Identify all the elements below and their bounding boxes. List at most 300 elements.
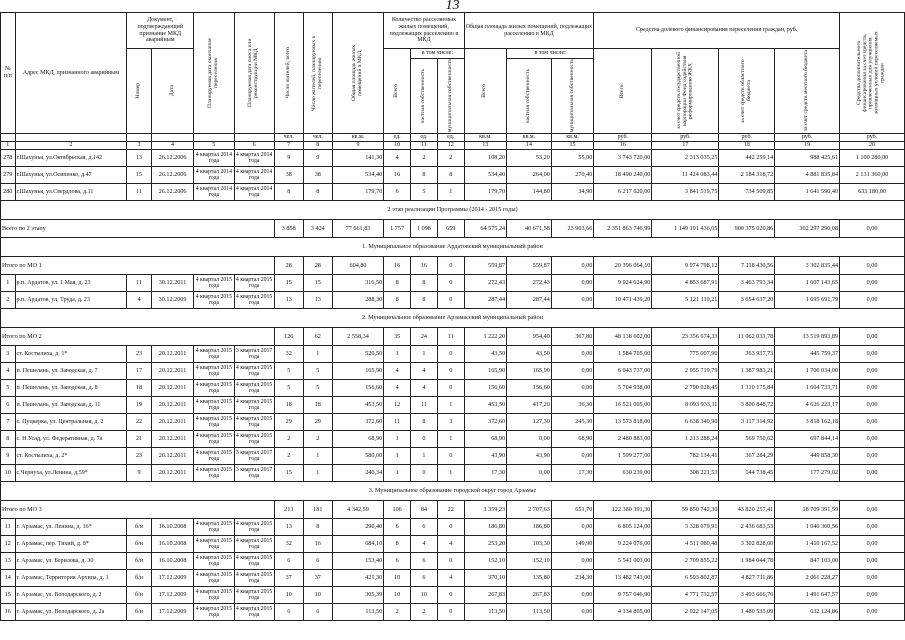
table-cell: 0 <box>411 431 438 448</box>
table-cell: 0 <box>437 363 464 380</box>
table-cell: 1 695 691,79 <box>775 292 840 309</box>
column-number-cell: 1 <box>1 142 16 150</box>
summary-cell: 23 356 674,33 <box>652 328 719 346</box>
table-cell: 15 <box>1 587 16 604</box>
column-number-cell: 5 <box>194 142 234 150</box>
table-cell: 0,00 <box>840 431 905 448</box>
table-cell: 15 <box>274 465 303 482</box>
table-cell: 4 <box>437 536 464 553</box>
table-body <box>1 150 905 621</box>
table-cell: 1 984 044,78 <box>719 553 775 570</box>
unit-cell: руб. <box>840 134 905 142</box>
summary-cell: 604,80 <box>332 257 383 275</box>
col-rooms-incl-header: в том числе: <box>411 49 465 59</box>
table-cell: 1 <box>411 448 438 465</box>
table-cell: 20.12.2011 <box>151 397 193 414</box>
summary-cell: 302 297 290,08 <box>775 220 840 238</box>
table-cell: 13 <box>1 553 16 570</box>
table-cell: 26.12.2006 <box>151 150 193 167</box>
table-cell: 0,00 <box>551 587 593 604</box>
table-cell: 2 955 719,79 <box>652 363 719 380</box>
summary-cell: 23 903,66 <box>551 220 593 238</box>
table-cell: 782 134,41 <box>652 448 719 465</box>
col-demolish-end-header: Планируемая дата сноса или реконструкции МКД <box>234 13 274 134</box>
table-cell: 4 134 805,00 <box>594 604 652 621</box>
table-cell: 4 квартал 2015 года <box>194 587 234 604</box>
table-cell: 4 <box>411 536 438 553</box>
unit-cell: ед. <box>384 134 411 142</box>
table-cell: б/н <box>127 604 152 621</box>
col-fin-local-header: за счет средств местного бюджета <box>775 49 840 134</box>
table-cell: 632 124,86 <box>775 604 840 621</box>
summary-cell: 367,80 <box>551 328 593 346</box>
unit-cell <box>127 134 152 142</box>
table-cell: 445 759,37 <box>775 346 840 363</box>
table-row <box>1 519 905 536</box>
summary-cell: 1 149 191 436,05 <box>652 220 719 238</box>
summary-cell: 48 138 602,00 <box>594 328 652 346</box>
table-cell: 417,20 <box>507 397 552 414</box>
table-cell: 2 790 028,45 <box>652 380 719 397</box>
table-cell: 2 022 147,05 <box>652 604 719 621</box>
table-cell: 2 <box>1 292 16 309</box>
table-cell: 152,10 <box>507 553 552 570</box>
table-cell: 4 квартал 2015 года <box>194 519 234 536</box>
table-cell: 165,90 <box>332 363 383 380</box>
table-cell: 16 <box>303 536 332 553</box>
table-cell: 3 квартал 2017 года <box>234 448 274 465</box>
table-cell: 0 <box>437 380 464 397</box>
table-cell: 6 <box>274 604 303 621</box>
table-cell: 4 квартал 2015 года <box>234 519 274 536</box>
table-cell: 19 <box>127 397 152 414</box>
table-cell: 144,80 <box>507 184 552 201</box>
table-cell: 1 213 288,24 <box>652 431 719 448</box>
unit-cell: кв.м. <box>332 134 383 142</box>
table-cell: 2 <box>384 604 411 621</box>
table-cell: 43,50 <box>464 346 506 363</box>
table-cell: 0,00 <box>551 553 593 570</box>
table-cell: 1 480 533,09 <box>719 604 775 621</box>
table-cell: 267,83 <box>507 587 552 604</box>
summary-cell: 559,87 <box>507 257 552 275</box>
table-cell: 734 509,85 <box>719 184 775 201</box>
table-cell: 684,10 <box>332 536 383 553</box>
table-cell: 8 <box>303 519 332 536</box>
column-number-cell: 14 <box>507 142 552 150</box>
table-cell: 1 607 143,65 <box>775 275 840 292</box>
summary-cell: 62 <box>303 328 332 346</box>
summary-cell: 659 <box>437 220 464 238</box>
table-cell: 152,10 <box>464 553 506 570</box>
unit-cell: кв.м. <box>507 134 552 142</box>
table-cell: 2 <box>411 604 438 621</box>
table-cell: 10 471 439,20 <box>594 292 652 309</box>
table-cell: 18 <box>303 397 332 414</box>
table-cell: 1 599 277,00 <box>594 448 652 465</box>
summary-cell: 3 858 <box>274 220 303 238</box>
table-cell: 8 <box>411 414 438 431</box>
units-row <box>1 134 905 142</box>
table-cell: 5 121 110,21 <box>652 292 719 309</box>
table-row <box>1 292 905 309</box>
summary-row <box>1 220 905 238</box>
column-number-cell: 8 <box>303 142 332 150</box>
table-cell: 0,00 <box>551 346 593 363</box>
summary-cell: 43 820 257,41 <box>719 501 775 519</box>
table-cell: 4 квартал 2014 года <box>194 184 234 201</box>
table-cell: 1 491 647,57 <box>775 587 840 604</box>
table-cell: 68,90 <box>551 431 593 448</box>
table-cell: 0 <box>437 587 464 604</box>
table-cell: 1 <box>303 346 332 363</box>
table-cell: 9 <box>1 448 16 465</box>
column-number-cell: 6 <box>234 142 274 150</box>
table-cell: 0,00 <box>840 604 905 621</box>
table-cell: 0,00 <box>840 587 905 604</box>
table-cell: 21 <box>127 431 152 448</box>
table-cell: 8 <box>384 536 411 553</box>
table-cell: 4 квартал 2015 года <box>234 275 274 292</box>
table-cell: 264,00 <box>507 167 552 184</box>
col-address-header: Адрес МКД, признанного аварийным <box>15 13 127 134</box>
table-cell: 534,40 <box>332 167 383 184</box>
table-cell: 156,60 <box>332 380 383 397</box>
table-row <box>1 604 905 621</box>
table-cell: 4 827 711,86 <box>719 570 775 587</box>
table-cell: 4 квартал 2014 года <box>194 167 234 184</box>
table-cell: 43,50 <box>507 346 552 363</box>
table-cell: 3 818 162,18 <box>775 414 840 431</box>
col-no-header: № п/п <box>1 13 16 134</box>
table-cell: 4 квартал 2015 года <box>234 604 274 621</box>
column-number-cell: 10 <box>384 142 411 150</box>
summary-cell: 11 <box>437 328 464 346</box>
table-cell: 580,00 <box>332 448 383 465</box>
table-cell: 6 <box>1 397 16 414</box>
table-cell: 12 <box>1 536 16 553</box>
table-cell: 4 881 835,84 <box>775 167 840 184</box>
table-cell: 8 <box>411 167 438 184</box>
table-cell: 3 743 720,00 <box>594 150 652 167</box>
table-cell: 20.12.2011 <box>151 465 193 482</box>
table-cell: 0,00 <box>551 380 593 397</box>
table-cell: 179,70 <box>332 184 383 201</box>
table-cell: 308 221,53 <box>652 465 719 482</box>
summary-cell: 213 <box>274 501 303 519</box>
unit-cell <box>1 134 16 142</box>
table-cell: 1 604 733,71 <box>775 380 840 397</box>
summary-cell: 4 342,59 <box>332 501 383 519</box>
summary-cell: 1 222,20 <box>464 328 506 346</box>
table-cell: 1 <box>1 275 16 292</box>
summary-cell: 2 558,34 <box>332 328 383 346</box>
table-cell: 4 511 080,48 <box>652 536 719 553</box>
table-cell: 113,50 <box>464 604 506 621</box>
table-cell: 0 <box>437 346 464 363</box>
table-cell: 11 <box>411 397 438 414</box>
table-cell: 20.12.2011 <box>151 431 193 448</box>
col-doc-date-header: Дата <box>151 49 193 134</box>
table-cell: 12 <box>384 397 411 414</box>
table-cell: 20.12.2011 <box>151 414 193 431</box>
table-cell: 290,40 <box>332 519 383 536</box>
address-cell: ст. Костылиха, д. 2* <box>15 448 127 465</box>
table-cell: 4 квартал 2015 года <box>194 431 234 448</box>
col-finance-header: Средства долевого финансирования переселения граждан, руб. <box>594 13 840 49</box>
table-cell: 113,50 <box>507 604 552 621</box>
table-cell: 43,90 <box>507 448 552 465</box>
table-cell: 2 <box>274 431 303 448</box>
table-cell: 2 <box>303 431 332 448</box>
table-cell: 1 584 705,00 <box>594 346 652 363</box>
section-heading: 3. Муниципальное образование городской округ город Арзамас <box>1 482 905 501</box>
summary-row <box>1 257 905 275</box>
table-cell: 1 410 167,52 <box>775 536 840 553</box>
table-cell: 13 573 818,00 <box>594 414 652 431</box>
table-cell: 370,10 <box>464 570 506 587</box>
table-cell: 3 841 519,75 <box>652 184 719 201</box>
section-heading-row <box>1 238 905 257</box>
address-cell: р.п. Ардатов, ул. Труда, д. 23 <box>15 292 127 309</box>
table-cell: 16.10.2008 <box>151 536 193 553</box>
table-cell: 288,30 <box>332 292 383 309</box>
table-cell: 149,90 <box>551 536 593 553</box>
table-cell: 165,90 <box>464 363 506 380</box>
table-cell: 10 <box>384 570 411 587</box>
column-number-cell: 19 <box>775 142 840 150</box>
table-cell: 4 квартал 2015 года <box>194 414 234 431</box>
table-cell: 3 328 079,91 <box>652 519 719 536</box>
table-cell: 186,80 <box>507 519 552 536</box>
column-number-cell: 11 <box>411 142 438 150</box>
table-cell: 0,00 <box>551 292 593 309</box>
column-number-cell: 16 <box>594 142 652 150</box>
summary-cell: 64 575,24 <box>464 220 506 238</box>
table-cell: 0,00 <box>507 431 552 448</box>
table-cell: 3 <box>437 414 464 431</box>
table-cell: 0,00 <box>840 465 905 482</box>
table-cell: 2 709 855,22 <box>652 553 719 570</box>
table-cell: 11 <box>384 414 411 431</box>
table-cell: 6 805 124,00 <box>594 519 652 536</box>
summary-cell: 28 <box>303 257 332 275</box>
table-cell: 4 квартал 2014 года <box>234 167 274 184</box>
table-cell: 4 квартал 2015 года <box>234 431 274 448</box>
address-cell: с. Н.Усад, ул. Федеративная, д. 7а <box>15 431 127 448</box>
table-cell: 32 <box>274 536 303 553</box>
table-cell: 4 <box>384 150 411 167</box>
summary-cell: 9 974 798,12 <box>652 257 719 275</box>
unit-cell: чел. <box>303 134 332 142</box>
table-cell: 32 <box>274 346 303 363</box>
table-cell: 2 <box>437 150 464 167</box>
table-cell: 2 061 228,27 <box>775 570 840 587</box>
table-cell: 156,60 <box>464 380 506 397</box>
column-number-cell: 7 <box>274 142 303 150</box>
table-cell: 287,44 <box>464 292 506 309</box>
summary-cell: 84 <box>411 501 438 519</box>
table-cell: 9 <box>303 150 332 167</box>
table-cell: 534,40 <box>464 167 506 184</box>
table-cell: 8 <box>411 275 438 292</box>
table-cell: 4 квартал 2015 года <box>234 292 274 309</box>
table-cell: 30.12.2009 <box>151 292 193 309</box>
table-cell: 108,20 <box>464 150 506 167</box>
table-cell: 18 <box>274 397 303 414</box>
table-row <box>1 184 905 201</box>
address-cell: г.Шахунья, ул.Октябрьская, д.142 <box>15 150 127 167</box>
table-cell: 0,00 <box>840 397 905 414</box>
table-cell: 3 463 793,34 <box>719 275 775 292</box>
table-cell: 4 квартал 2015 года <box>234 536 274 553</box>
table-cell: 449 858,30 <box>775 448 840 465</box>
table-cell: 20.12.2011 <box>151 363 193 380</box>
table-cell: 8 <box>274 184 303 201</box>
table-cell: 9 <box>274 150 303 167</box>
summary-cell: 22 <box>437 501 464 519</box>
table-cell: 6 <box>384 519 411 536</box>
table-cell: 4 квартал 2015 года <box>194 292 234 309</box>
table-cell: 8 <box>437 167 464 184</box>
table-cell: 4 <box>384 380 411 397</box>
summary-cell: 1 757 <box>384 220 411 238</box>
table-cell: 4 квартал 2015 года <box>194 363 234 380</box>
col-rooms-header: Количество расселяемых жилых помещений, подлежащих расселению в МКД <box>384 13 464 49</box>
table-cell: 17 <box>127 363 152 380</box>
table-cell: 177 279,02 <box>775 465 840 482</box>
table-cell: 1 <box>303 448 332 465</box>
table-cell: 16.10.2008 <box>151 553 193 570</box>
summary-cell: 35 <box>384 328 411 346</box>
summary-cell: 16 <box>384 257 411 275</box>
col-rooms-municipal-header: муниципальная собственность <box>437 59 464 134</box>
column-number-cell: 13 <box>464 142 506 150</box>
table-row <box>1 346 905 363</box>
table-cell: 144 738,45 <box>719 465 775 482</box>
table-cell: 0 <box>437 448 464 465</box>
table-cell: 16 <box>1 604 16 621</box>
table-cell: 18 490 240,00 <box>594 167 652 184</box>
table-cell: 153,40 <box>332 553 383 570</box>
table-cell: 0 <box>437 275 464 292</box>
section-heading-row <box>1 309 905 328</box>
table-cell: б/н <box>127 519 152 536</box>
table-cell: 4 771 732,57 <box>652 587 719 604</box>
table-cell: 2 480 883,00 <box>594 431 652 448</box>
table-cell: 1 <box>384 465 411 482</box>
table-cell: 5 <box>303 380 332 397</box>
section-heading-row <box>1 201 905 220</box>
table-cell: 2 <box>274 448 303 465</box>
table-cell: 6 <box>384 553 411 570</box>
table-cell: 372,60 <box>332 414 383 431</box>
table-cell: 6 217 620,00 <box>594 184 652 201</box>
table-cell: 11 <box>127 275 152 292</box>
table-cell: 4 квартал 2015 года <box>234 363 274 380</box>
table-cell: 4 квартал 2014 года <box>234 184 274 201</box>
address-cell: г.Шахунья, ул.Свердлова, д.11 <box>15 184 127 201</box>
table-cell: б/н <box>127 570 152 587</box>
summary-cell: 11 062 033,78 <box>719 328 775 346</box>
table-cell: 7 <box>1 414 16 431</box>
table-cell: 272,43 <box>464 275 506 292</box>
column-number-cell: 15 <box>551 142 593 150</box>
table-cell: 53,20 <box>507 150 552 167</box>
table-cell: 6 <box>411 519 438 536</box>
table-cell: 10 <box>411 587 438 604</box>
table-cell: 1 310 175,84 <box>719 380 775 397</box>
table-cell: 9 924 624,90 <box>594 275 652 292</box>
table-cell: 16 <box>384 167 411 184</box>
table-cell: 20.12.2011 <box>151 380 193 397</box>
section-heading: 2. Муниципальное образование Арзамасский муниципальный район <box>1 309 905 328</box>
address-cell: г. Арзамас, ул. Ленина, д. 16* <box>15 519 127 536</box>
address-cell: п. Пешелань, ул. Заводская, д. 11 <box>15 397 127 414</box>
table-cell: 0,00 <box>840 414 905 431</box>
address-cell: г. Арзамас, Территория Архипа, д. 1 <box>15 570 127 587</box>
table-cell: 6 <box>303 604 332 621</box>
table-cell: 186,80 <box>464 519 506 536</box>
summary-cell: 954,40 <box>507 328 552 346</box>
table-cell: 4 квартал 2014 года <box>194 150 234 167</box>
table-cell: 0 <box>437 519 464 536</box>
table-cell: 55,00 <box>551 150 593 167</box>
table-cell: 988 425,61 <box>775 150 840 167</box>
table-cell: 1 700 034,00 <box>775 363 840 380</box>
address-cell: п. Пешелань, ул. Заводская, д. 7 <box>15 363 127 380</box>
col-residents-total-header: Число жителей, всего <box>274 13 303 134</box>
table-cell: 1 <box>437 184 464 201</box>
table-cell: 20.12.2011 <box>151 448 193 465</box>
table-cell: 278 <box>1 150 16 167</box>
table-cell: 4 квартал 2015 года <box>194 275 234 292</box>
table-cell: 13 <box>303 292 332 309</box>
summary-cell: 559,87 <box>464 257 506 275</box>
table-cell: 1 <box>411 346 438 363</box>
table-cell: 4 квартал 2014 года <box>234 150 274 167</box>
table-cell: 0 <box>437 292 464 309</box>
table-cell: 442 259,14 <box>719 150 775 167</box>
table-row <box>1 150 905 167</box>
resettlement-table <box>0 12 905 621</box>
table-cell: 8 <box>303 184 332 201</box>
summary-cell: 122 380 391,30 <box>594 501 652 519</box>
table-row <box>1 431 905 448</box>
table-cell: 421,30 <box>332 570 383 587</box>
table-cell: 6 638 340,90 <box>652 414 719 431</box>
table-cell: 6 <box>411 553 438 570</box>
unit-cell <box>151 134 193 142</box>
table-cell: 4 квартал 2015 года <box>194 448 234 465</box>
table-cell: 43,90 <box>464 448 506 465</box>
summary-cell: 77 661,83 <box>332 220 383 238</box>
table-cell: 29 <box>274 414 303 431</box>
summary-cell: 1 098 <box>411 220 438 238</box>
table-cell: 141,30 <box>332 150 383 167</box>
table-cell: 30.12.2011 <box>151 275 193 292</box>
summary-cell: 2 707,63 <box>507 501 552 519</box>
summary-cell: 40 671,58 <box>507 220 552 238</box>
summary-label: Итого по МО 1 <box>1 257 275 275</box>
table-cell: 6 <box>411 570 438 587</box>
table-cell: 2 436 683,53 <box>719 519 775 536</box>
table-cell: 0,00 <box>840 363 905 380</box>
table-cell: 630 239,00 <box>594 465 652 482</box>
table-cell: 23 <box>127 346 152 363</box>
unit-cell: кв.м. <box>551 134 593 142</box>
table-cell: 9 <box>127 465 152 482</box>
